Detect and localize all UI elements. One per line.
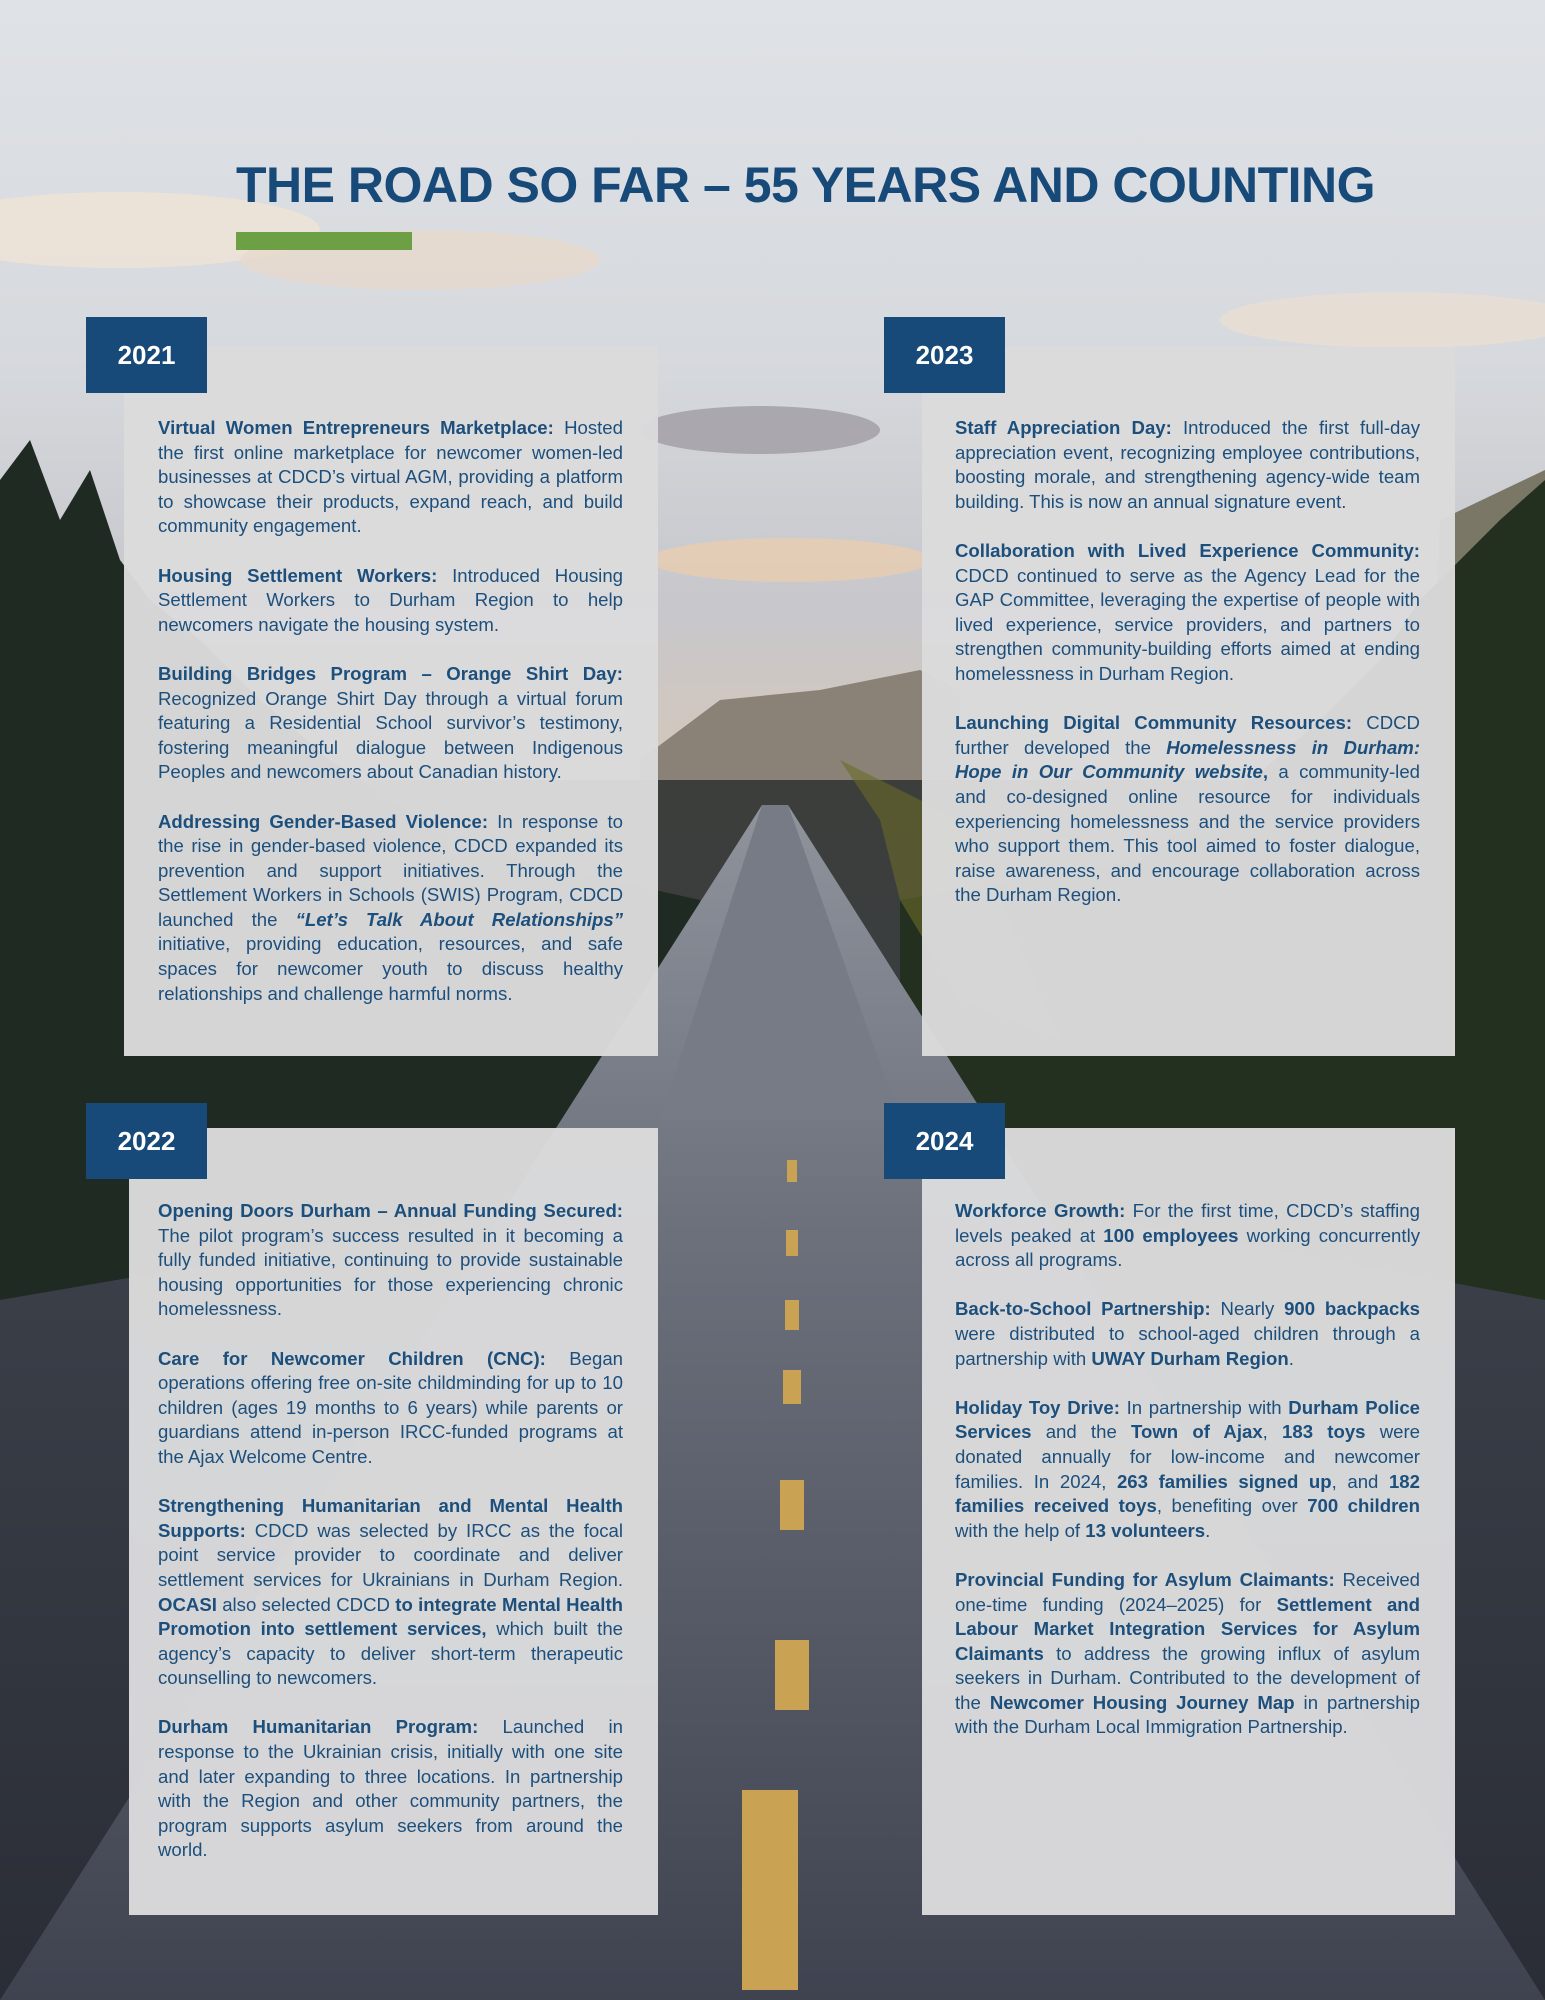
timeline-entry: [955, 416, 1420, 514]
entry-text-run: Began operations offering free on-site childminding for up to 10 children (ages 19 months to 6 years) while parents or guardians attend in-person IRCC-funded programs at the Ajax Welcome Centre.: [158, 1347, 623, 1467]
entry-text-run: Collaboration with Lived Experience Community:: [955, 539, 1420, 561]
timeline-entry: [955, 1568, 1420, 1740]
entry-text-run: Holiday Toy Drive:: [955, 1396, 1120, 1418]
entry-text-run: Recognized Orange Shirt Day through a virtual forum featuring a Residential School survivor’s testimony, fostering meaningful dialogue between Indigenous Peoples and newcomers about Canadian history.: [158, 687, 623, 783]
entry-text-run: CDCD further developed the: [955, 712, 1420, 758]
entry-text-run: CDCD continued to serve as the Agency Lead for the GAP Committee, leveraging the expertise of people with lived experience, service providers, and partners to strengthen community-building efforts aimed at ending homelessness in Durham Region.: [955, 564, 1420, 684]
entries-2023: [955, 416, 1420, 932]
entry-text-run: In partnership with: [1119, 1396, 1289, 1418]
entry-text-run: and the: [1031, 1421, 1131, 1443]
entry-text-run: Opening Doors Durham – Annual Funding Secured:: [158, 1200, 623, 1221]
entry-text-run: 182 families received toys: [955, 1470, 1420, 1517]
entry-text-run: to integrate Mental Health Promotion into settlement services,: [158, 1593, 623, 1640]
entries-2022: [158, 1199, 623, 1888]
entry-text-run: Hosted the first online marketplace for newcomer women-led businesses at CDCD’s virtual AGM, providing a platform to showcase their products, expand reach, and build community engagement.: [158, 417, 623, 537]
entry-text-run: Nearly: [1210, 1298, 1285, 1320]
entry-text-run: Durham Police Services: [955, 1396, 1420, 1443]
entry-text-run: Town of Ajax: [1130, 1421, 1263, 1443]
timeline-entry: [158, 416, 623, 539]
year-tab-2022: 2022: [86, 1103, 207, 1179]
entry-text-run: Care for Newcomer Children (CNC):: [158, 1347, 546, 1369]
entry-text-run: a community-led and co-designed online resource for individuals experiencing homelessness and the service providers who support them. This tool aimed to foster dialogue, raise awareness, and encourage collaboration across the Durham Region.: [955, 761, 1420, 906]
entry-text-run: , benefiting over: [1156, 1495, 1308, 1517]
timeline-entry: [955, 539, 1420, 687]
entry-text-run: Back-to-School Partnership:: [955, 1298, 1211, 1320]
entry-text-run: 100 employees: [1103, 1224, 1239, 1246]
entry-text-run: 263 families signed up: [1116, 1470, 1332, 1492]
entry-text-run: Launched in response to the Ukrainian crisis, initially with one site and later expanding to three locations. In partnership with the Region and other community partners, the program supports asylum seekers from around the world.: [158, 1716, 623, 1861]
year-tab-2023: 2023: [884, 317, 1005, 393]
entry-text-run: also selected CDCD: [216, 1593, 396, 1615]
entry-text-run: OCASI: [158, 1593, 217, 1615]
entry-text-run: ,: [1262, 1421, 1283, 1443]
entry-text-run: Homelessness in Durham: Hope in Our Community website: [955, 736, 1421, 783]
entry-text-run: Virtual Women Entrepreneurs Marketplace:: [158, 417, 554, 438]
year-tab-2024: 2024: [884, 1103, 1005, 1179]
timeline-entry: [158, 1199, 623, 1322]
timeline-entry: [158, 810, 623, 1007]
year-tab-2021: 2021: [86, 317, 207, 393]
entry-text-run: initiative, providing education, resources, and safe spaces for newcomer youth to discuss healthy relationships and challenge harmful norms.: [158, 933, 623, 1004]
entry-text-run: Settlement and Labour Market Integration Services for Asylum Claimants: [955, 1593, 1420, 1664]
entry-text-run: were distributed to school-aged children through a partnership with: [955, 1322, 1420, 1369]
entry-text-run: 700 children: [1307, 1495, 1421, 1517]
entry-text-run: Staff Appreciation Day:: [955, 417, 1172, 438]
entry-text-run: Launching Digital Community Resources:: [955, 712, 1353, 734]
entry-text-run: 900 backpacks: [1284, 1298, 1420, 1320]
entries-2021: [158, 416, 623, 1031]
entry-text-run: with the help of: [955, 1519, 1086, 1541]
entry-text-run: “Let’s Talk About Relationships”: [295, 908, 623, 930]
entry-text-run: Addressing Gender-Based Violence:: [158, 810, 489, 832]
entry-text-run: Building Bridges Program – Orange Shirt Day:: [158, 662, 623, 684]
timeline-entry: [955, 1297, 1420, 1371]
timeline-entry: [158, 1494, 623, 1691]
timeline-entry: [158, 1715, 623, 1863]
entry-text-run: Introduced the first full-day appreciation event, recognizing employee contributions, boosting morale, and strengthening agency-wide team building. This is now an annual signature event.: [955, 417, 1420, 512]
entry-text-run: , and: [1331, 1470, 1389, 1492]
timeline-entry: [955, 1396, 1420, 1544]
entry-text-run: Newcomer Housing Journey Map: [989, 1691, 1295, 1713]
entry-text-run: Strengthening Humanitarian and Mental Health Supports:: [158, 1495, 623, 1541]
page-title: THE ROAD SO FAR – 55 YEARS AND COUNTING: [236, 157, 1375, 213]
entry-text-run: to address the growing influx of asylum seekers in Durham. Contributed to the development of the: [955, 1642, 1420, 1713]
timeline-entry: [955, 711, 1420, 908]
entry-text-run: Introduced Housing Settlement Workers to Durham Region to help newcomers navigate the housing system.: [158, 564, 623, 635]
entry-text-run: In response to the rise in gender-based violence, CDCD expanded its prevention and support initiatives. Through the Settlement Workers in Schools (SWIS) Program, CDCD launched the: [158, 810, 623, 930]
entry-text-run: .: [1288, 1347, 1294, 1369]
entry-text-run: CDCD was selected by IRCC as the focal point service provider to coordinate and deliver settlement services for Ukrainians in Durham Region.: [158, 1519, 623, 1590]
entry-text-run: working concurrently across all programs.: [955, 1224, 1420, 1271]
entry-text-run: were donated annually for low-income and newcomer families. In 2024,: [955, 1421, 1420, 1492]
timeline-entry: [158, 564, 623, 638]
timeline-entry: [955, 1199, 1420, 1273]
entry-text-run: The pilot program’s success resulted in it becoming a fully funded initiative, continuing to provide sustainable housing opportunities for those experiencing chronic homelessness.: [158, 1224, 623, 1320]
entry-text-run: For the first time, CDCD’s staffing levels peaked at: [955, 1200, 1420, 1246]
entries-2024: [955, 1199, 1420, 1765]
entry-text-run: ,: [1262, 761, 1269, 783]
entry-text-run: in partnership with the Durham Local Immigration Partnership.: [955, 1691, 1421, 1738]
timeline-entry: [158, 1347, 623, 1470]
title-underline-accent: [236, 232, 412, 250]
entry-text-run: which built the agency’s capacity to deliver short-term therapeutic counselling to newcomers.: [158, 1618, 624, 1689]
entry-text-run: 183 toys: [1282, 1421, 1366, 1443]
entry-text-run: .: [1205, 1519, 1211, 1541]
entry-text-run: Workforce Growth:: [955, 1200, 1126, 1221]
entry-text-run: Housing Settlement Workers:: [158, 564, 438, 586]
entry-text-run: Durham Humanitarian Program:: [158, 1716, 479, 1738]
entry-text-run: Received one-time funding (2024–2025) for: [955, 1568, 1420, 1615]
timeline-entry: [158, 662, 623, 785]
entry-text-run: Provincial Funding for Asylum Claimants:: [955, 1568, 1335, 1590]
entry-text-run: 13 volunteers: [1085, 1519, 1206, 1541]
entry-text-run: UWAY Durham Region: [1091, 1347, 1289, 1369]
